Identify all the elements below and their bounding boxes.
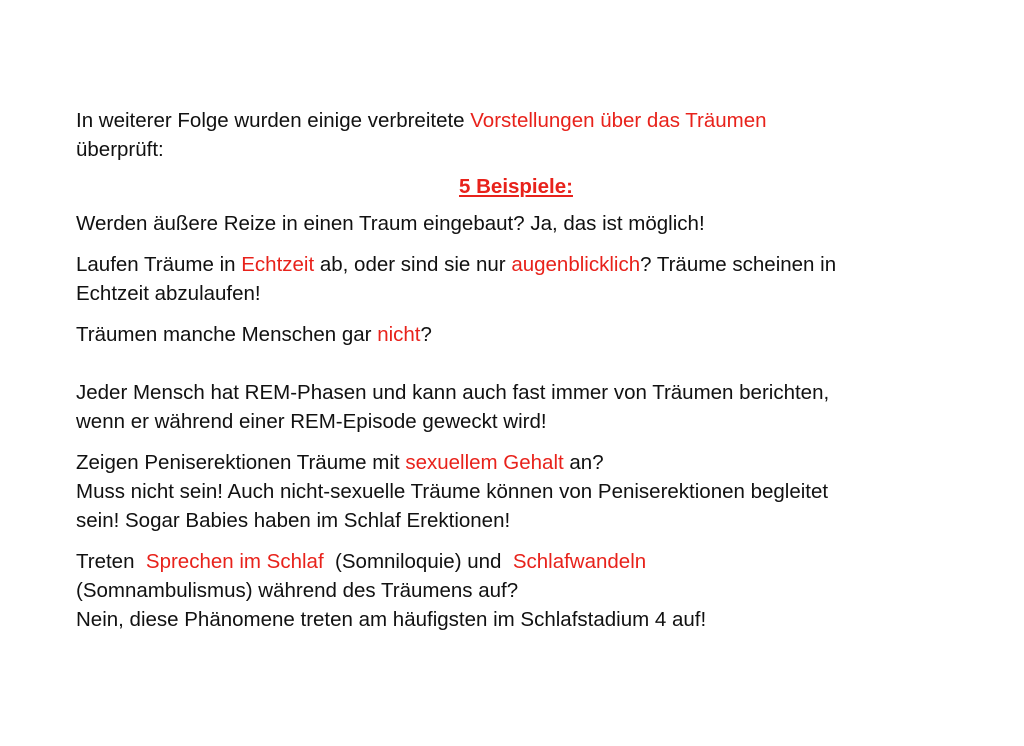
examples-heading xyxy=(76,172,956,201)
question-4 xyxy=(76,448,976,535)
question-4-answer-line-2: sein! Sogar Babies haben im Schlaf Erektionen! xyxy=(76,509,511,532)
question-5-answer: Nein, diese Phänomene treten am häufigsten im Schlafstadium 4 auf! xyxy=(76,608,707,631)
question-2-answer: Echtzeit abzulaufen! xyxy=(76,282,261,305)
question-2-text: Laufen Träume in xyxy=(76,253,242,276)
question-5-text: Treten xyxy=(76,550,146,573)
intro-text: In weiterer Folge wurden einige verbreitete xyxy=(76,109,471,132)
question-4-answer-line-1: Muss nicht sein! Auch nicht-sexuelle Träume können von Peniserektionen begleitet xyxy=(76,480,829,503)
question-2 xyxy=(76,250,976,308)
slide-content xyxy=(76,106,976,634)
intro-highlight: Vorstellungen über das Träumen xyxy=(470,109,767,132)
question-1-text: Werden äußere Reize in einen Traum eingebaut? Ja, das ist möglich! xyxy=(76,212,705,235)
question-3-text-end: ? xyxy=(420,323,432,346)
question-2-text-end: ? Träume scheinen in xyxy=(640,253,837,276)
intro-paragraph xyxy=(76,106,976,164)
question-5-highlight-sleeptalking: Sprechen im Schlaf xyxy=(145,550,324,573)
question-2-text-mid: ab, oder sind sie nur xyxy=(314,253,512,276)
question-3-answer-line-2: wenn er während einer REM-Episode geweckt wird! xyxy=(76,410,547,433)
question-4-highlight: sexuellem Gehalt xyxy=(405,451,564,474)
question-3 xyxy=(76,320,976,349)
examples-heading-text: 5 Beispiele: xyxy=(459,175,573,198)
question-2-highlight-realtime: Echtzeit xyxy=(241,253,315,276)
question-2-highlight-instant: augenblicklich xyxy=(511,253,641,276)
question-3-highlight: nicht xyxy=(377,323,421,346)
intro-text-continued: überprüft: xyxy=(76,138,164,161)
question-5-highlight-sleepwalking: Schlafwandeln xyxy=(512,550,647,573)
question-3-answer-line-1: Jeder Mensch hat REM-Phasen und kann auch fast immer von Träumen berichten, xyxy=(76,381,830,404)
question-5-text-end: (Somnambulismus) während des Träumens auf? xyxy=(76,579,519,602)
question-4-text: Zeigen Peniserektionen Träume mit xyxy=(76,451,406,474)
question-3-text: Träumen manche Menschen gar xyxy=(76,323,378,346)
question-1 xyxy=(76,209,976,238)
question-4-text-end: an? xyxy=(563,451,604,474)
question-5-text-mid: (Somniloquie) und xyxy=(323,550,513,573)
question-3-answer xyxy=(76,378,976,436)
question-5 xyxy=(76,547,976,634)
